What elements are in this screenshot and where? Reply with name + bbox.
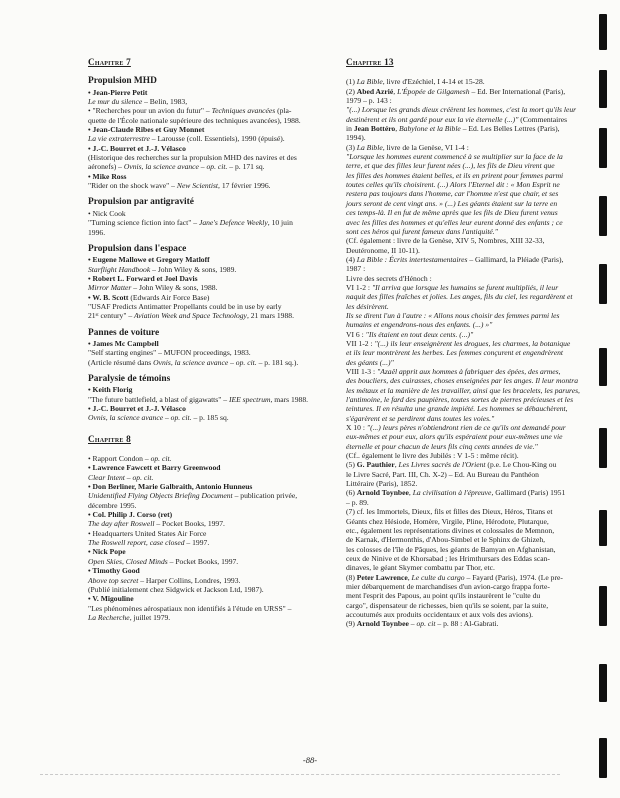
- binding-mark: [599, 264, 607, 304]
- text-line: [88, 181, 350, 190]
- text-run: Jane's Defence Weekly: [198, 218, 268, 228]
- text-run: "Turning science fiction into fact" –: [88, 218, 199, 228]
- section-heading: Paralysie de témoins: [88, 373, 171, 384]
- text-line: [88, 97, 350, 106]
- binding-mark: [599, 348, 607, 386]
- chapter-heading: Chapitre 7: [88, 57, 131, 67]
- text-run: – Ed. Les Belles Lettres (Paris),: [460, 124, 560, 134]
- text-run: VIII 1-3 :: [346, 367, 377, 376]
- text-run: VII 1-2 :: [346, 338, 375, 348]
- text-line: • Jean-Pierre Petit: [88, 87, 148, 97]
- text-run: – Harper Collins, Londres, 1993.: [138, 575, 241, 585]
- text-run: – 1997.: [184, 538, 210, 548]
- text-line: 1996.: [88, 227, 106, 237]
- text-line: • Lawrence Fawcett et Barry Greenwood: [88, 463, 221, 473]
- text-line: décembre 1995.: [88, 500, 137, 510]
- text-run: destinèrent et ils ont gardé pour eux la vie éternelle (...)": [346, 114, 519, 124]
- text-line: (Historique des recherches sur la propulsion MHD des navires et des: [88, 153, 297, 163]
- text-line: etc., également les représentations divines et colossales de Memnon,: [346, 525, 555, 535]
- text-run: • Rapport Condon –: [88, 454, 151, 464]
- text-run: "Il arriva que lorsque les humains se furent multipliés, il leur: [371, 282, 559, 292]
- text-run: Babylone et la Bible: [399, 124, 461, 134]
- text-line: ceux de Ninive et de Khorsabad ; les Hrimthursars des Eddas scan-: [346, 553, 550, 563]
- text-run: Les Livres sacrés de l'Orient: [398, 460, 486, 470]
- text-line: des boucliers, des cuirasses, choses enseignées par les anges. Il leur montra: [346, 376, 578, 386]
- text-line: humains et engendrons-nous des enfants. (...) »": [346, 320, 493, 330]
- text-run: ,: [407, 572, 412, 582]
- text-line: teintures. Il en résulta une grande impiété. Les hommes se débauchèrent,: [346, 404, 568, 414]
- text-line: (Publié initialement chez Sidgwick et Jackson Ltd, 1987).: [88, 584, 264, 594]
- text-run: IEE spectrum: [228, 394, 271, 404]
- text-run: (p.e. Le Chou-King ou: [485, 460, 557, 470]
- text-run: – p. 181 sq.).: [256, 357, 299, 367]
- text-line: des géants (...)": [346, 357, 394, 367]
- text-run: , mars 1988.: [270, 394, 309, 404]
- text-line: [88, 293, 350, 302]
- text-line: Littéraire (Paris), 1852.: [346, 479, 418, 489]
- text-line: [346, 283, 608, 292]
- text-line: • Robert L. Forward et Joel Davis: [88, 273, 198, 283]
- binding-mark: [599, 738, 607, 778]
- text-run: La Bible: [356, 142, 383, 152]
- text-line: Livre des secrets d'Hénoch :: [346, 273, 432, 283]
- text-run: 21ˢᵗ century" –: [88, 311, 135, 321]
- text-run: "Azaël apprit aux hommes à fabriquer des épées, des armes,: [377, 367, 561, 376]
- text-run: Mirror Matter: [88, 283, 132, 293]
- text-run: Above top secret: [88, 575, 139, 585]
- text-run: Ovnis, la science avance – op. cit.: [88, 413, 192, 423]
- text-run: Arnold Toynbee: [356, 619, 409, 629]
- text-run: "Ils étaient en tout deux cents. (...)": [365, 329, 474, 339]
- text-line: [346, 87, 608, 96]
- text-run: (Edwards Air Force Base): [128, 292, 210, 302]
- section-heading: Pannes de voiture: [88, 327, 160, 338]
- text-line: "(...) Lorsque les grands dieux créèrent les hommes, c'est la mort qu'ils leur: [346, 105, 577, 115]
- left-column: [88, 58, 350, 622]
- text-run: – Larousse (coll. Essentiels), 1990 (épuisé).: [149, 134, 285, 144]
- text-run: ,: [393, 86, 398, 96]
- text-line: [346, 619, 608, 628]
- text-line: [88, 491, 350, 500]
- text-line: terre, et que des filles leur furent nées (...), les fils de Dieu virent que: [346, 161, 555, 171]
- text-run: aéronefs) –: [88, 162, 124, 172]
- text-line: • Mike Ross: [88, 171, 127, 181]
- text-line: les colosses de l'île de Pâques, les géants de Bamyan en Afghanistan,: [346, 544, 556, 554]
- text-line: [88, 519, 350, 528]
- text-run: – Pocket Books, 1997.: [167, 556, 239, 566]
- text-line: [346, 143, 608, 152]
- binding-mark: [599, 70, 607, 108]
- text-run: , 17 février 1996.: [218, 181, 271, 191]
- text-line: [346, 115, 608, 124]
- text-line: "USAF Predicts Antimatter Propellants could be in use by early: [88, 301, 282, 311]
- text-run: (Article résumé dans: [88, 357, 154, 367]
- text-line: • Jean-Claude Ribes et Guy Monnet: [88, 125, 205, 135]
- text-run: "(...) ils leur enseignèrent les drogues, les charmes, la botanique: [374, 338, 571, 348]
- text-line: • Nick Cook: [88, 208, 126, 218]
- text-line: [346, 77, 608, 86]
- text-run: Techniques avancées: [211, 106, 276, 116]
- text-run: – p. 88 : Al-Gabrati.: [435, 619, 499, 629]
- text-line: 1979 – p. 143 :: [346, 96, 392, 106]
- text-run: – publication privée,: [232, 491, 298, 501]
- text-run: – p. 185 sq.: [191, 413, 229, 423]
- text-line: dinaves, le géant Skymer combattu par Thor, etc.: [346, 563, 495, 573]
- text-line: les filles des hommes étaient belles, et ils en prirent pour femmes parmi: [346, 170, 564, 180]
- text-run: Aviation Week and Space Technology: [134, 311, 247, 321]
- text-line: "Lorsque les hommes eurent commencé à se multiplier sur la face de la: [346, 152, 563, 162]
- text-line: sont ces héros qui furent fameux dans l'antiquité.": [346, 226, 498, 236]
- text-line: [88, 283, 350, 292]
- text-line: Deutéronome, II 10-11).: [346, 245, 420, 255]
- section-heading: Propulsion par antigravité: [88, 197, 194, 208]
- text-run: (6): [346, 488, 357, 498]
- text-line: [88, 106, 350, 115]
- section-heading: Propulsion MHD: [88, 76, 157, 87]
- text-line: [88, 134, 350, 143]
- text-run: , Gallimard (Paris) 1951: [491, 488, 566, 498]
- text-line: (Cf. également : livre de la Genèse, XIV 5, Nombres, XIII 32-33,: [346, 236, 545, 246]
- bottom-rule: [40, 774, 560, 775]
- binding-mark: [599, 128, 607, 168]
- text-line: "Self starting engines" – MUFON proceedings, 1983.: [88, 348, 251, 358]
- text-run: ,: [394, 460, 399, 470]
- section-heading: Propulsion dans l'espace: [88, 243, 187, 254]
- text-line: "Les phénomènes aérospatiaux non identifiés à l'étude en URSS" –: [88, 603, 292, 613]
- text-line: ces temps-là. Il en fut de même après que les fils de Dieu furent venus: [346, 208, 558, 218]
- text-run: – Ed. Ber International (Paris),: [469, 86, 566, 96]
- text-run: op. cit: [416, 619, 436, 629]
- text-line: quette de l'École nationale supérieure des techniques avancées), 1988.: [88, 115, 301, 125]
- text-run: La civilisation à l'épreuve: [412, 488, 492, 498]
- text-run: Abed Azrié: [356, 86, 394, 96]
- text-run: – p. 171 sq.: [227, 162, 265, 172]
- text-line: les métaux et la manière de les travailler, ainsi que les bracelets, les parures,: [346, 385, 580, 395]
- binding-mark: [599, 664, 607, 702]
- text-run: –: [408, 619, 417, 629]
- binding-mark: [599, 586, 607, 626]
- text-run: (4): [346, 254, 357, 264]
- text-line: [88, 265, 350, 274]
- text-run: VI 6 :: [346, 329, 366, 339]
- chapter-heading: Chapitre 13: [346, 57, 394, 67]
- text-run: Open Skies, Closed Minds: [88, 556, 168, 566]
- text-line: • Nick Pope: [88, 547, 126, 557]
- text-line: 1994).: [346, 133, 366, 143]
- text-line: • Don Berliner, Marie Galbraith, Antonio Hunneus: [88, 482, 253, 492]
- text-line: l'antimoine, le fard des paupières, toutes sortes de pierres précieuses et les: [346, 395, 574, 405]
- chapter-heading: Chapitre 8: [88, 433, 131, 444]
- text-line: [346, 330, 608, 339]
- text-run: (1): [346, 77, 357, 87]
- text-run: La Recherche: [88, 612, 130, 622]
- text-run: (8): [346, 572, 357, 582]
- text-run: • "Recherches pour un avion du futur" –: [88, 106, 212, 116]
- text-run: (9): [346, 619, 357, 629]
- text-line: • J.-C. Bourret et J.-J. Vélasco: [88, 143, 186, 153]
- text-line: [88, 576, 350, 585]
- text-line: cargo", dispensateur de richesses, bien qu'ils se soient, par la suite,: [346, 600, 549, 610]
- binding-mark: [599, 428, 607, 468]
- text-line: [88, 557, 350, 566]
- text-run: "The future battlefield, a blast of gigawatts" –: [88, 394, 229, 404]
- text-line: [88, 473, 350, 482]
- text-line: jours seront de cent vingt ans. » (...) Les géants étaient sur la terre en: [346, 198, 558, 208]
- text-run: ,: [408, 488, 413, 498]
- text-line: • V. Migouline: [88, 594, 134, 604]
- text-line: [346, 339, 608, 348]
- text-line: (7) cf. les Immortels, Dieux, fils et filles des Dieux, Héros, Titans et: [346, 507, 553, 517]
- text-line: [346, 423, 608, 432]
- text-line: [88, 311, 350, 320]
- text-line: • J.-C. Bourret et J.-J. Vélasco: [88, 404, 186, 413]
- text-line: s'égarèrent et se perdirent dans toutes les voies.": [346, 413, 495, 423]
- text-line: avec les filles des hommes et qu'elles leur eurent donné des enfants ; ce: [346, 217, 563, 227]
- text-run: – Pocket Books, 1997.: [154, 519, 225, 529]
- text-run: La Bible: [356, 77, 383, 87]
- text-run: La Bible : Écrits intertestamentaires: [356, 254, 468, 264]
- text-run: Le mur du silence: [88, 97, 143, 107]
- text-line: [346, 573, 608, 582]
- right-column: [346, 58, 608, 629]
- text-run: X 10 :: [346, 423, 367, 433]
- text-run: New Scientist: [176, 181, 219, 191]
- text-line: et ils leur montrèrent les herbes. Les femmes conçurent et engendrèrent: [346, 348, 564, 358]
- text-run: , 21 mars 1988.: [246, 311, 294, 321]
- text-line: [88, 413, 350, 422]
- text-line: [88, 538, 350, 547]
- text-run: (pla-: [275, 106, 292, 116]
- text-line: • Headquarters United States Air Force: [88, 528, 207, 538]
- text-line: les désirèrent.: [346, 301, 389, 311]
- text-run: , juillet 1979.: [129, 612, 171, 622]
- text-line: 1987 :: [346, 264, 366, 274]
- text-run: "Rider on the shock wave" –: [88, 181, 177, 191]
- text-run: , 10 juin: [267, 218, 293, 228]
- text-line: • Timothy Good: [88, 566, 140, 576]
- text-line: [88, 613, 350, 622]
- text-run: Jean Bottéro: [353, 124, 396, 134]
- text-run: G. Pauthier: [356, 460, 395, 470]
- text-line: [88, 358, 350, 367]
- text-run: (5): [346, 460, 357, 470]
- text-line: éternelle et pour chacun de leurs fils cinq cents années de vie.": [346, 441, 538, 451]
- text-line: [346, 488, 608, 497]
- text-run: (Commentaires: [518, 114, 568, 124]
- text-run: Clear Intent – op. cit.: [88, 472, 154, 482]
- text-run: Le culte du cargo: [411, 572, 465, 582]
- text-line: [88, 454, 350, 463]
- text-run: – Gallimard, la Pléiade (Paris),: [467, 254, 564, 264]
- text-run: (2): [346, 86, 357, 96]
- text-run: , livre d'Ezéchiel, I 4-14 et 15-28.: [382, 77, 485, 87]
- text-run: L'Épopée de Gilgamesh: [397, 86, 470, 96]
- text-line: toutes celles qu'ils choisirent. (...) Alors l'Eternel dit : « Mon Esprit ne: [346, 180, 560, 190]
- text-run: Starflight Handbook: [88, 264, 151, 274]
- text-run: , livre de la Genèse, VI 1-4 :: [382, 142, 469, 152]
- text-run: "(...) leurs pères n'obtiendront rien de ce qu'ils ont demandé pour: [366, 423, 566, 433]
- text-line: mier débarquement de marchandises d'un avion-cargo frappa forte-: [346, 581, 550, 591]
- text-line: • Keith Florig: [88, 385, 133, 395]
- text-run: • W. B. Scott: [88, 292, 129, 302]
- text-run: Arnold Toynbee: [356, 488, 409, 498]
- text-run: – John Wiley & sons, 1989.: [150, 264, 237, 274]
- text-run: in: [346, 124, 354, 134]
- text-line: • James Mc Campbell: [88, 338, 159, 348]
- text-line: ment l'esprit des Papous, au point qu'ils instaurèrent le "culte du: [346, 591, 541, 601]
- text-run: – Belin, 1983,: [142, 97, 188, 107]
- binding-mark: [599, 196, 607, 236]
- text-run: – John Wiley & sons, 1988.: [131, 283, 218, 293]
- binding-mark: [599, 510, 607, 546]
- text-line: [346, 255, 608, 264]
- text-line: accoutumés aux produits occidentaux et aux vols des avions).: [346, 609, 534, 619]
- text-run: op. cit.: [150, 454, 172, 464]
- text-line: Ils se dirent l'un à l'autre : « Allons nous choisir des femmes parmi les: [346, 310, 560, 320]
- text-line: le Livre Sacré, Part. III, Ch. X-2) – Ed. Au Bureau du Panthéon: [346, 469, 539, 479]
- text-run: La vie extraterrestre: [88, 134, 150, 144]
- text-run: (3): [346, 142, 357, 152]
- text-run: Unidentified Flying Objects Briefing Document: [88, 491, 233, 501]
- text-line: naquit des filles fraîches et jolies. Les anges, fils du ciel, les regardèrent et: [346, 292, 573, 302]
- text-line: – p. 89.: [346, 497, 369, 507]
- text-line: de Karnak, d'Hermonthis, d'Abou-Simbel et le Sphinx de Ghizeh,: [346, 535, 546, 545]
- text-run: – Fayard (Paris), 1974. (Le pre-: [464, 572, 563, 582]
- text-line: [88, 218, 350, 227]
- text-line: (Cf.. également le livre des Jubilés : V 1-5 : même récit).: [346, 451, 519, 461]
- text-run: Ovnis, la science avance – op. cit.: [153, 357, 257, 367]
- text-line: [346, 367, 608, 376]
- text-run: VI 1-2 :: [346, 282, 372, 292]
- page-number: -88-: [302, 755, 318, 765]
- text-line: [346, 460, 608, 469]
- binding-mark: [599, 14, 607, 50]
- text-line: restera pas toujours dans l'homme, car l'homme n'est que chair, et ses: [346, 189, 559, 199]
- text-run: The day after Roswell: [88, 519, 155, 529]
- text-run: Ovnis, la science avance – op. cit.: [123, 162, 228, 172]
- text-run: ,: [395, 124, 400, 134]
- text-run: Peter Lawrence: [356, 572, 408, 582]
- text-line: Géants chez Hésiode, Homère, Virgile, Pline, Hérodote, Plutarque,: [346, 516, 549, 526]
- text-run: The Roswell report, case closed: [88, 538, 185, 548]
- text-line: eux-mêmes et pour eux, alors qu'ils espéraient pour eux-mêmes une vie: [346, 432, 563, 442]
- text-line: [346, 124, 608, 133]
- text-line: [88, 162, 350, 171]
- text-line: • Eugene Mallowe et Gregory Matloff: [88, 255, 210, 265]
- text-line: [88, 395, 350, 404]
- text-line: • Col. Philip J. Corso (ret): [88, 510, 173, 520]
